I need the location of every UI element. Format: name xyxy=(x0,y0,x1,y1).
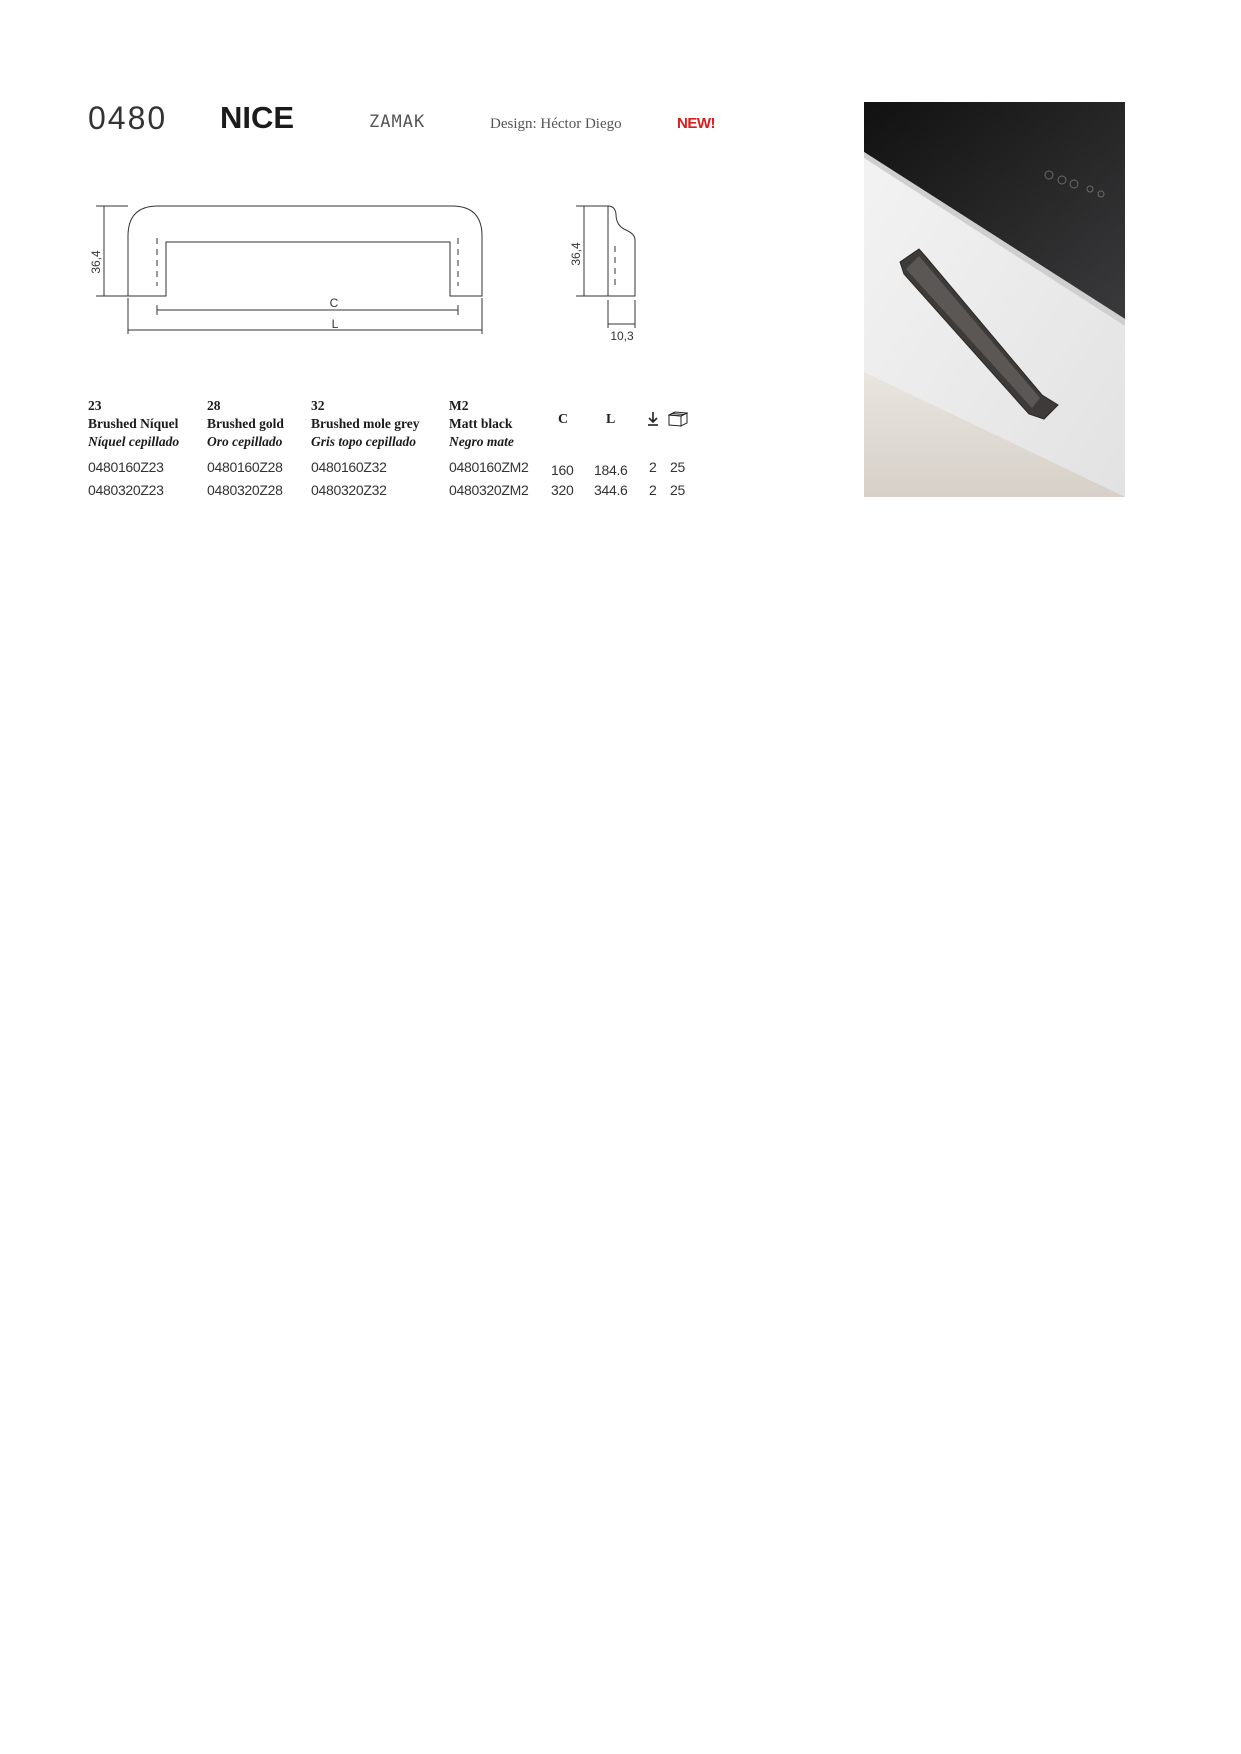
height-dimension: 36,4 xyxy=(89,250,103,274)
pack-cell: 2 xyxy=(649,459,657,475)
handle-front-outline xyxy=(128,206,482,296)
finish-name-es: Níquel cepillado xyxy=(88,434,180,449)
finish-28 xyxy=(207,397,284,451)
ref-cell: 0480160ZM2 xyxy=(449,459,529,475)
depth-dimension: 10,3 xyxy=(610,329,634,343)
l-dimension: L xyxy=(331,317,339,331)
finish-code: 28 xyxy=(207,398,221,413)
new-badge: NEW! xyxy=(677,115,715,132)
finish-name-en: Brushed gold xyxy=(207,416,284,431)
material-label: ZAMAK xyxy=(369,112,426,132)
finish-name-es: Oro cepillado xyxy=(207,434,283,449)
finish-name-en: Brushed mole grey xyxy=(311,416,420,431)
finish-code: M2 xyxy=(449,398,469,413)
finish-code: 32 xyxy=(311,398,325,413)
box-cell: 25 xyxy=(670,459,685,475)
c-cell: 320 xyxy=(551,482,574,498)
ref-cell: 0480160Z23 xyxy=(88,459,164,475)
handle-side-outline xyxy=(608,206,635,296)
finish-name-es: Negro mate xyxy=(449,434,514,449)
box-icon xyxy=(668,411,688,427)
finish-name-es: Gris topo cepillado xyxy=(311,434,416,449)
column-l-header: L xyxy=(606,412,616,427)
designer-credit: Design: Héctor Diego xyxy=(490,116,622,132)
finish-32 xyxy=(311,397,420,451)
l-cell: 184.6 xyxy=(594,462,628,478)
product-photo xyxy=(864,102,1125,497)
finish-m2 xyxy=(449,397,514,451)
finish-23 xyxy=(88,397,179,451)
ref-cell: 0480320Z32 xyxy=(311,482,387,498)
c-cell: 160 xyxy=(551,462,574,478)
finish-name-en: Brushed Níquel xyxy=(88,416,179,431)
product-code: 0480 xyxy=(88,100,168,136)
finish-code: 23 xyxy=(88,398,102,413)
ref-cell: 0480160Z28 xyxy=(207,459,283,475)
ref-cell: 0480320Z28 xyxy=(207,482,283,498)
side-height-dimension: 36,4 xyxy=(569,242,583,266)
ref-cell: 0480320Z23 xyxy=(88,482,164,498)
product-name: NICE xyxy=(220,100,295,135)
box-cell: 25 xyxy=(670,482,685,498)
download-icon xyxy=(646,411,660,427)
ref-cell: 0480320ZM2 xyxy=(449,482,529,498)
c-dimension: C xyxy=(329,296,339,310)
finish-name-en: Matt black xyxy=(449,416,513,431)
pack-cell: 2 xyxy=(649,482,657,498)
column-c-header: C xyxy=(558,412,569,427)
l-cell: 344.6 xyxy=(594,482,628,498)
ref-cell: 0480160Z32 xyxy=(311,459,387,475)
technical-drawing xyxy=(80,190,660,350)
